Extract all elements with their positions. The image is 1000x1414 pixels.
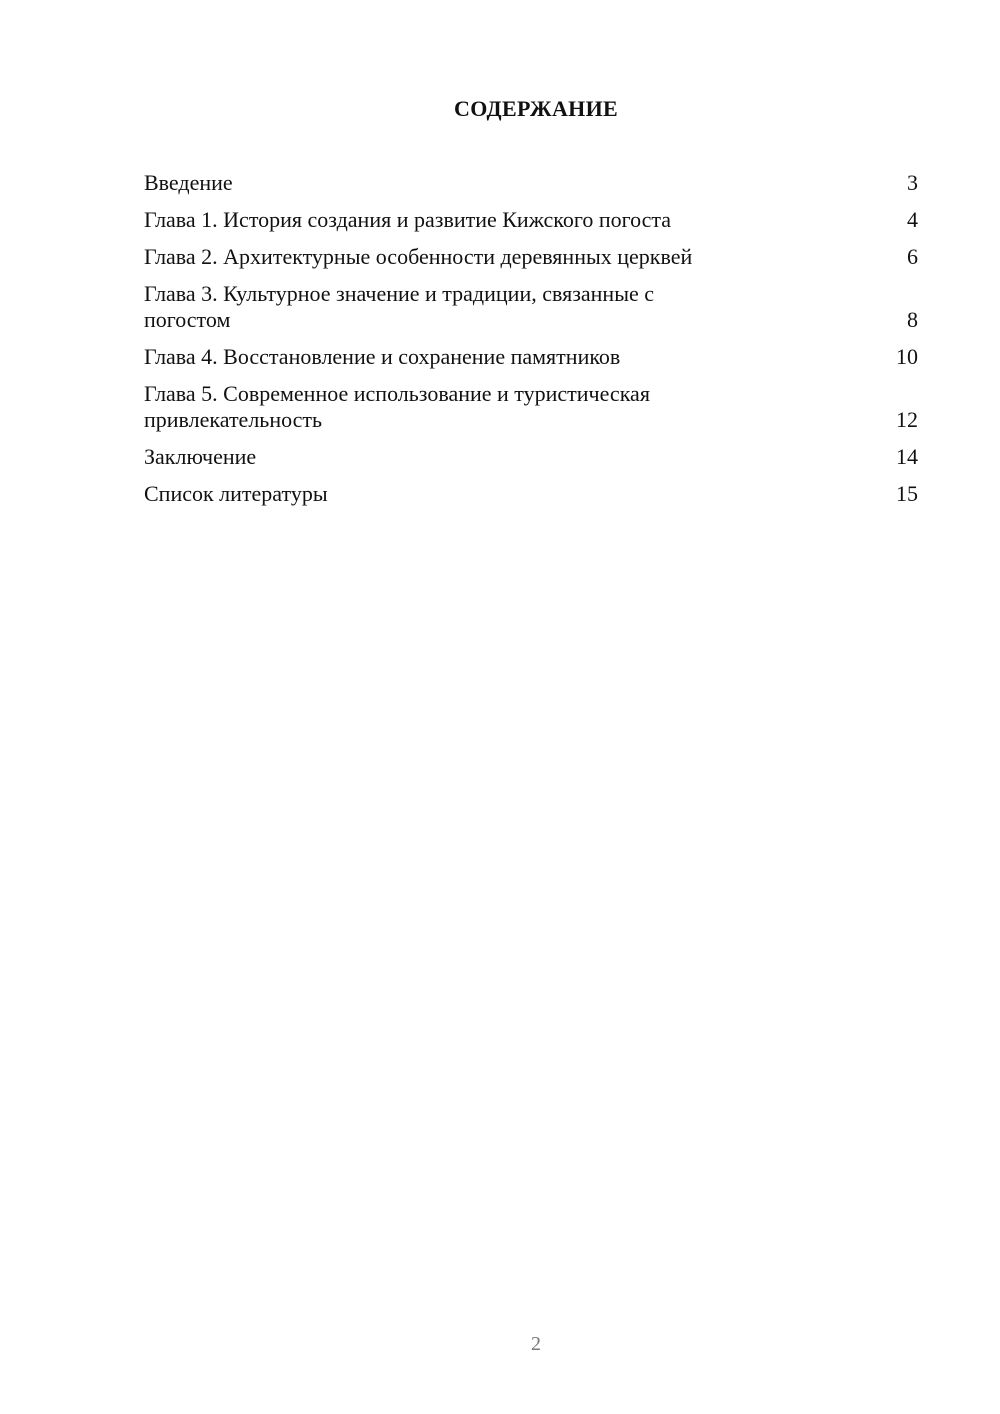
toc-entry-label: Введение [144,170,233,195]
toc-entry [144,381,918,433]
toc-entry-label: Глава 5. Современное использование и туристическая привлекательность [144,381,650,432]
toc-entry [144,170,918,196]
toc-entry-page: 15 [896,481,918,506]
page-title: СОДЕРЖАНИЕ [454,96,618,121]
toc-entry-page: 12 [896,407,918,432]
toc-entry-label: Список литературы [144,481,328,506]
toc-entry-label: Глава 3. Культурное значение и традиции, связанные с погостом [144,281,655,332]
toc-entry-page: 3 [907,170,918,195]
toc-entry-page: 14 [896,444,918,469]
toc-entry-label: Глава 2. Архитектурные особенности деревянных церквей [144,244,693,269]
toc-entry-label: Глава 4. Восстановление и сохранение памятников [144,344,621,369]
toc-entry-page: 6 [907,244,918,269]
toc-entry [144,444,918,470]
toc-entry [144,481,918,507]
toc-entry-page: 4 [907,207,918,232]
toc-entry [144,244,918,270]
toc-entry-label: Заключение [144,444,257,469]
toc-entry [144,281,918,333]
page-number: 2 [531,1333,541,1355]
toc-entry [144,207,918,233]
toc-entry [144,344,918,370]
table-of-contents [144,170,918,518]
toc-entry-page: 10 [896,344,918,369]
toc-entry-page: 8 [907,307,918,332]
toc-entry-label: Глава 1. История создания и развитие Кижского погоста [144,207,672,232]
